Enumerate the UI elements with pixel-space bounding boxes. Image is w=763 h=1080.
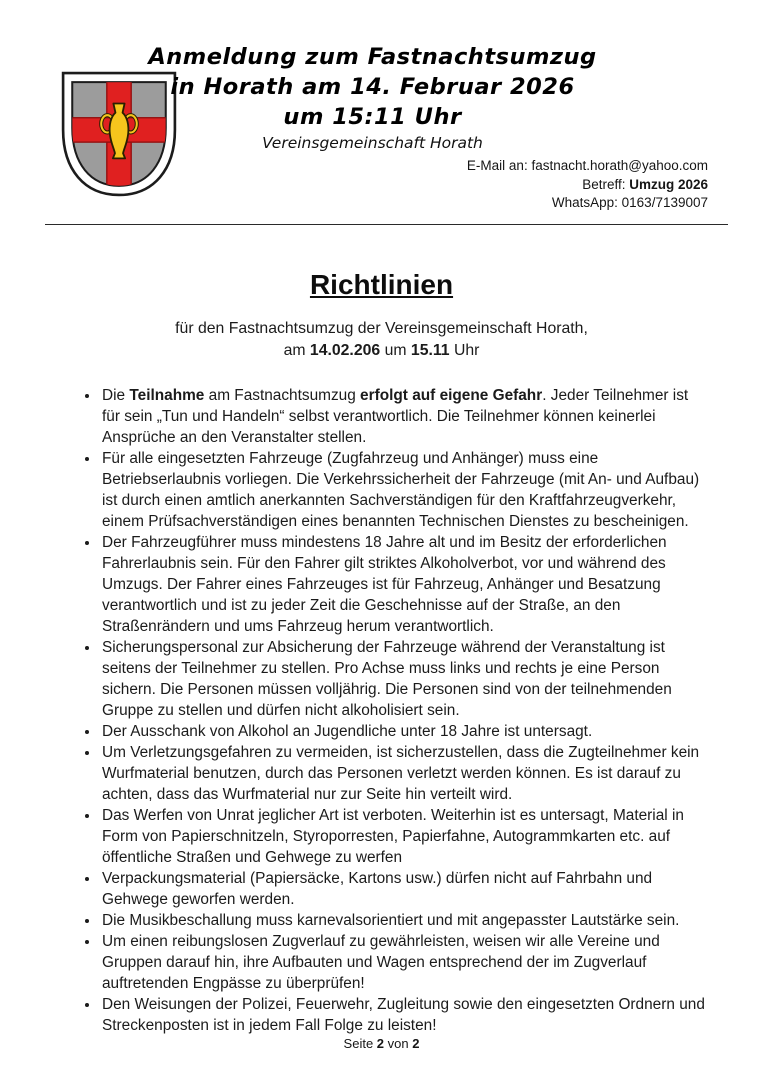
contact-block bbox=[467, 157, 708, 213]
text-segment: von bbox=[384, 1036, 413, 1051]
text-segment: Verpackungsmaterial (Papiersäcke, Kartons usw.) dürfen nicht auf Fahrbahn und Gehwege geworfen werden. bbox=[102, 870, 653, 908]
page-title: Richtlinien bbox=[309, 269, 454, 300]
text-segment: . Jeder Teilnehmer ist für sein „Tun und Handeln“ selbst verantwortlich. Die Teilnehmer können keinerlei Ansprüche an den Veranstalter stellen. bbox=[102, 387, 689, 446]
contact-email: E-Mail an: fastnacht.horath@yahoo.com bbox=[466, 158, 708, 173]
text-segment: Für alle eingesetzten Fahrzeuge (Zugfahrzeug und Anhänger) muss eine Betriebserlaubnis vorliegen. Die Verkehrssicherheit der Fahrzeuge (mit An- und Aufbau) ist durch einen amtlich anerkannten Sachverständigen für den Kraftfahrzeugverkehr, einem Prüfsachverständigen eines benannten Technischen Dienstes zu bescheinigen. bbox=[102, 450, 700, 530]
text-segment: 2 bbox=[376, 1036, 385, 1051]
text-segment: 14.02.206 bbox=[309, 342, 381, 359]
document-subheading bbox=[0, 318, 763, 362]
text-segment: am Fastnachtsumzug bbox=[204, 387, 361, 404]
text-segment: Der Fahrzeugführer muss mindestens 18 Jahre alt und im Besitz der erforderlichen Fahrerlaubnis sein. Für den Fahrer gilt striktes Alkoholverbot, vor und während des Umzugs. Der Fahrer eines Fahrzeuges ist für Fahrzeug, Anhänger und Besatzung verantwortlich und ist zu jeder Zeit die Geschehnisse auf der Straße, an den Straßenrändern und ums Fahrzeug herum verantwortlich. bbox=[102, 534, 667, 635]
subheading-line-2 bbox=[0, 340, 763, 362]
text-segment: Die bbox=[102, 387, 130, 404]
rule-item bbox=[100, 994, 708, 1036]
text-segment: Seite bbox=[343, 1036, 377, 1051]
event-title-line-1: Anmeldung zum Fastnachtsumzug bbox=[148, 44, 597, 70]
text-segment: Das Werfen von Unrat jeglicher Art ist verboten. Weiterhin ist es untersagt, Material in Form von Papierschnitzeln, Styroporresten, Papierfahne, Autogrammkarten etc. auf öffentliche Straßen und Gehwege zu werfen bbox=[102, 807, 684, 866]
text-segment: Uhr bbox=[449, 342, 480, 359]
text-segment: Teilnahme bbox=[129, 387, 205, 404]
text-segment: Den Weisungen der Polizei, Feuerwehr, Zugleitung sowie den eingesetzten Ordnern und Streckenposten ist in jedem Fall Folge zu leisten! bbox=[102, 996, 705, 1034]
page-number bbox=[0, 1035, 763, 1052]
rule-item bbox=[100, 448, 708, 532]
rule-item bbox=[100, 931, 708, 994]
rule-item bbox=[100, 910, 708, 931]
organization-name: Vereinsgemeinschaft Horath bbox=[262, 134, 483, 152]
document-body bbox=[0, 258, 763, 1036]
subject-label: Betreff: bbox=[582, 176, 630, 192]
text-segment: 2 bbox=[412, 1036, 420, 1051]
event-title-line-2: in Horath am 14. Februar 2026 bbox=[170, 74, 575, 100]
header-title-block bbox=[0, 42, 745, 154]
rule-item bbox=[100, 637, 708, 721]
text-segment: Der Ausschank von Alkohol an Jugendliche unter 18 Jahre ist untersagt. bbox=[102, 723, 593, 740]
text-segment: Um Verletzungsgefahren zu vermeiden, ist sicherzustellen, dass die Zugteilnehmer kein Wurfmaterial benutzen, durch das Personen verletzt werden können. Es ist darauf zu achten, dass das Wurfmaterial nur zur Seite hin verteilt wird. bbox=[102, 744, 700, 803]
rule-item bbox=[100, 721, 708, 742]
header-divider bbox=[45, 224, 728, 225]
rules-list bbox=[84, 385, 708, 1036]
text-segment: am bbox=[283, 342, 310, 359]
text-segment: Die Musikbeschallung muss karnevalsorientiert und mit angepasster Lautstärke sein. bbox=[102, 912, 680, 929]
event-title-line-3: um 15:11 Uhr bbox=[283, 104, 462, 130]
contact-subject bbox=[467, 176, 708, 195]
rule-item bbox=[100, 385, 708, 448]
rule-item bbox=[100, 805, 708, 868]
subheading-line-1: für den Fastnachtsumzug der Vereinsgemeinschaft Horath, bbox=[175, 320, 588, 337]
rule-item bbox=[100, 868, 708, 910]
text-segment: erfolgt auf eigene Gefahr bbox=[360, 387, 543, 404]
text-segment: Um einen reibungslosen Zugverlauf zu gewährleisten, weisen wir alle Vereine und Gruppen darauf hin, ihre Aufbauten und Wagen entsprechend der im Zugverlauf auftretenden Engpässe zu überprüfen! bbox=[102, 933, 660, 992]
rule-item bbox=[100, 532, 708, 637]
text-segment: 15.11 bbox=[410, 342, 450, 359]
subject-value: Umzug 2026 bbox=[629, 176, 708, 192]
contact-whatsapp: WhatsApp: 0163/7139007 bbox=[551, 195, 708, 210]
rule-item bbox=[100, 742, 708, 805]
text-segment: Sicherungspersonal zur Absicherung der Fahrzeuge während der Veranstaltung ist seitens der Teilnehmer zu stellen. Pro Achse muss links und rechts je eine Person sichern. Die Personen müssen volljährig. Die Personen sind von der teilnehmenden Gruppe zu stellen und dürfen nicht alkoholisiert sein. bbox=[102, 639, 672, 719]
text-segment: um bbox=[380, 342, 411, 359]
